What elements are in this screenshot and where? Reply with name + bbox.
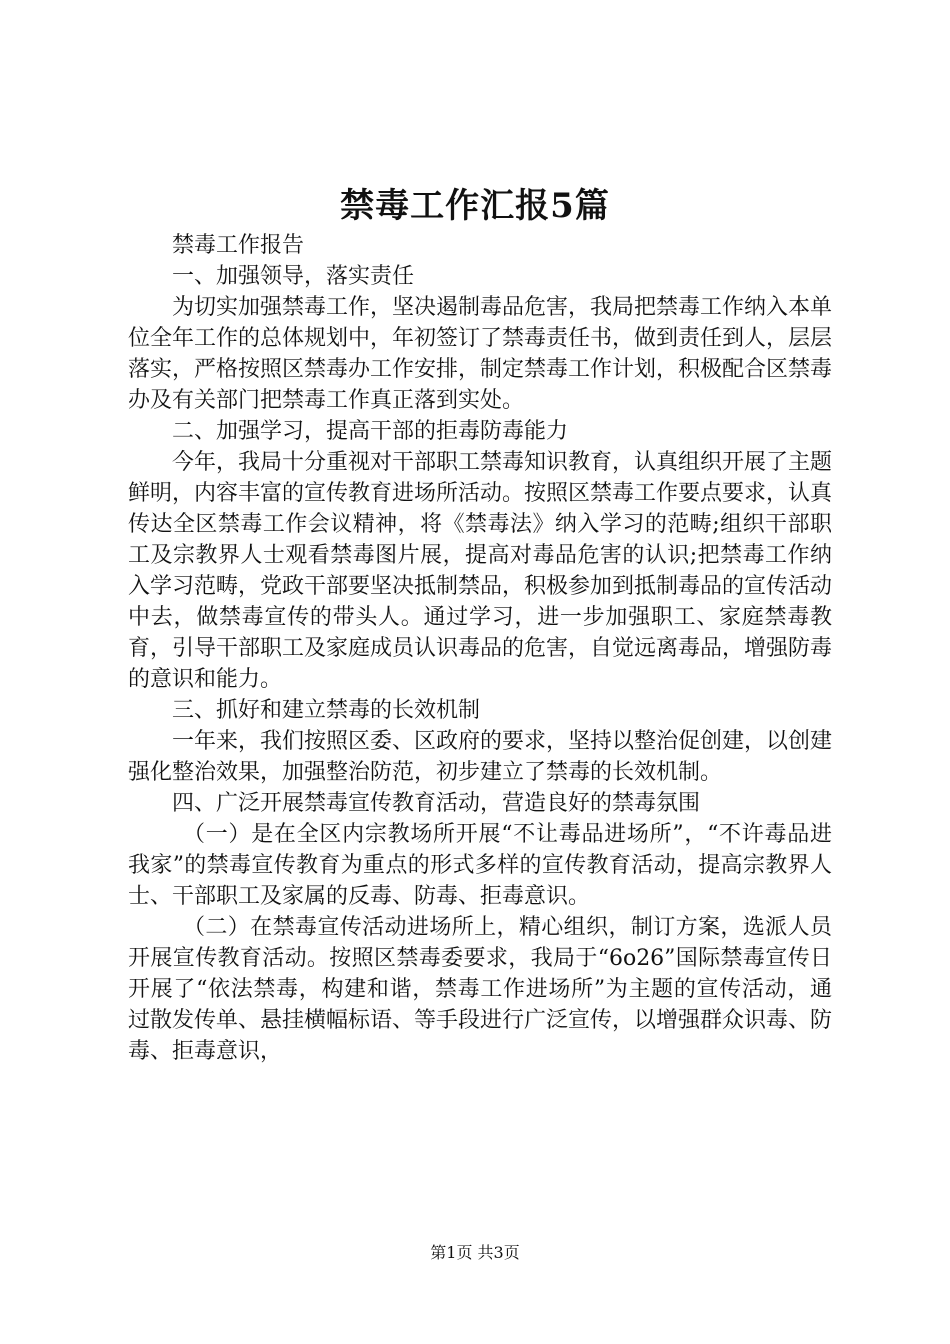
paragraph: 今年，我局十分重视对干部职工禁毒知识教育，认真组织开展了主题鲜明，内容丰富的宣传教育进场所活动。按照区禁毒工作要点要求，认真传达全区禁毒工作会议精神，将《禁毒法》纳入学习的范畴;组织干部职工及宗教界人士观看禁毒图片展，提高对毒品危害的认识;把禁毒工作纳入学习范畴，党政干部要坚决抵制禁品，积极参加到抵制毒品的宣传活动中去，做禁毒宣传的带头人。通过学习，进一步加强职工、家庭禁毒教育，引导干部职工及家庭成员认识毒品的危害，自觉远离毒品，增强防毒的意识和能力。 — [128, 450, 833, 692]
section-heading-3: 三、抓好和建立禁毒的长效机制 — [172, 698, 481, 723]
section-heading-2: 二、加强学习，提高干部的拒毒防毒能力 — [172, 419, 569, 444]
paragraph: 一年来，我们按照区委、区政府的要求，坚持以整治促创建，以创建强化整治效果，加强整治防范，初步建立了禁毒的长效机制。 — [128, 729, 833, 785]
paragraph-report-heading: 禁毒工作报告 — [172, 233, 305, 258]
paragraph: 为切实加强禁毒工作，坚决遏制毒品危害，我局把禁毒工作纳入本单位全年工作的总体规划中，年初签订了禁毒责任书，做到责任到人，层层落实，严格按照区禁毒办工作安排，制定禁毒工作计划，积极配合区禁毒办及有关部门把禁毒工作真正落到实处。 — [128, 295, 833, 413]
section-heading-4: 四、广泛开展禁毒宣传教育活动，营造良好的禁毒氛围 — [172, 791, 701, 816]
document-body — [128, 230, 832, 1067]
paragraph-subitem-2: （二）在禁毒宣传活动进场所上，精心组织，制订方案，选派人员开展宣传教育活动。按照区禁毒委要求，我局于“6o26”国际禁毒宣传日开展了“依法禁毒，构建和谐，禁毒工作进场所”为主题的宣传活动，通过散发传单、悬挂横幅标语、等手段进行广泛宣传，以增强群众识毒、防毒、拒毒意识， — [128, 915, 833, 1064]
document-title: 禁毒工作汇报5篇 — [340, 186, 610, 226]
paragraph-subitem-1: （一）是在全区内宗教场所开展“不让毒品进场所”，“不许毒品进我家”的禁毒宣传教育为重点的形式多样的宣传教育活动，提高宗教界人士、干部职工及家属的反毒、防毒、拒毒意识。 — [128, 822, 832, 909]
page-footer: 第1页 共3页 — [430, 1243, 520, 1262]
section-heading-1: 一、加强领导，落实责任 — [172, 264, 415, 289]
